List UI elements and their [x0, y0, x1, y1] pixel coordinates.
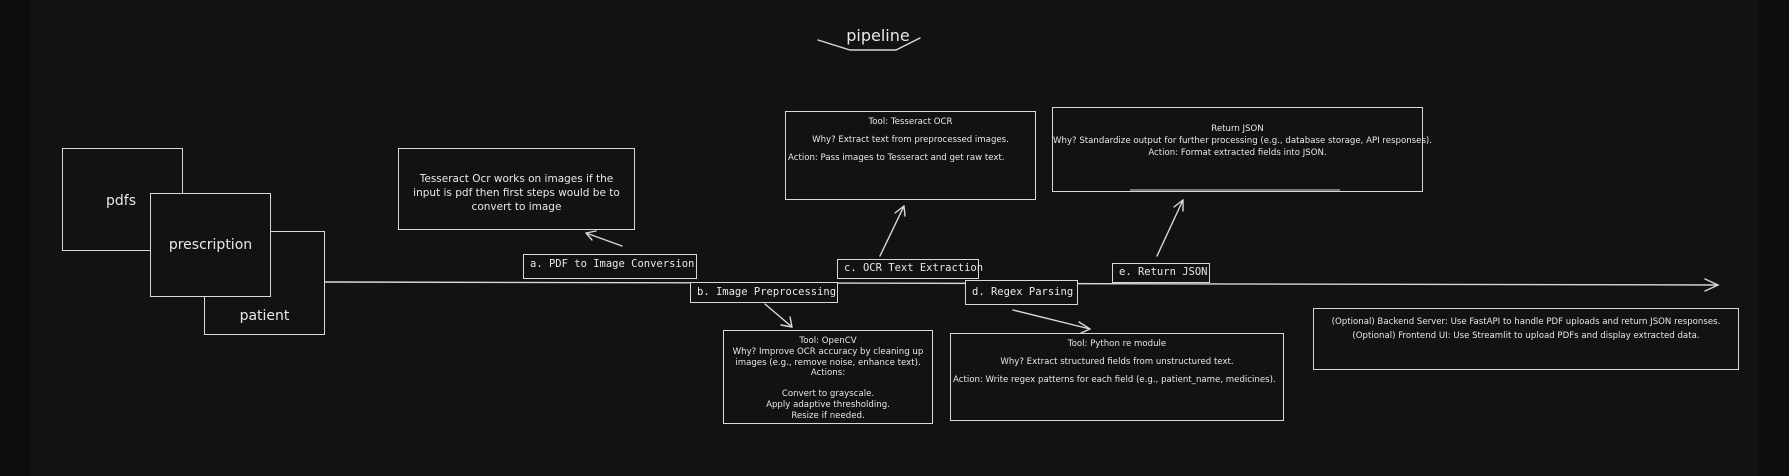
note-regex — [950, 333, 1284, 421]
note-regex-tool: Tool: Python re module — [1067, 339, 1167, 349]
arrow-to-opencv — [765, 304, 792, 327]
note-json-title: Return JSON — [1211, 124, 1264, 134]
step-d-regex-parsing — [965, 280, 1078, 305]
note-opencv — [723, 330, 933, 424]
arrow-to-ocr — [880, 206, 904, 256]
step-d-label: d. Regex Parsing — [972, 286, 1074, 298]
note-tesseract-hint — [398, 148, 635, 230]
step-b-image-preprocessing — [690, 282, 838, 303]
note-opencv-action-3: Resize if needed. — [791, 410, 865, 421]
note-ocr — [785, 111, 1036, 200]
diagram-title: pipeline — [846, 26, 910, 45]
step-c-ocr-extraction — [837, 259, 984, 279]
note-ocr-tool: Tool: Tesseract OCR — [868, 117, 953, 127]
note-json-why: Why? Standardize output for further processing (e.g., database storage, API responses). — [1053, 136, 1433, 146]
step-e-return-json — [1112, 263, 1210, 283]
step-c-label: c. OCR Text Extraction — [844, 262, 984, 274]
step-a-pdf-to-image — [523, 254, 697, 279]
step-b-label: b. Image Preprocessing — [697, 286, 837, 298]
note-optional — [1313, 308, 1739, 370]
note-opencv-actions-label: Actions: — [810, 368, 846, 379]
note-regex-why: Why? Extract structured fields from unstructured text. — [1000, 357, 1234, 367]
note-opencv-action-2: Apply adaptive thresholding. — [766, 399, 890, 410]
note-regex-action: Action: Write regex patterns for each field (e.g., patient_name, medicines). — [953, 375, 1276, 385]
input-prescription-label: prescription — [168, 237, 253, 253]
input-prescription — [150, 193, 271, 297]
note-optional-backend: (Optional) Backend Server: Use FastAPI to handle PDF uploads and return JSON responses. — [1331, 317, 1721, 327]
step-e-label: e. Return JSON — [1119, 266, 1208, 278]
input-pdfs-label: pdfs — [106, 193, 136, 209]
note-optional-frontend: (Optional) Frontend UI: Use Streamlit to upload PDFs and display extracted data. — [1352, 331, 1700, 341]
arrow-to-regex — [1013, 310, 1090, 329]
note-json-action: Action: Format extracted fields into JSON. — [1148, 148, 1327, 158]
note-ocr-action: Action: Pass images to Tesseract and get raw text. — [788, 153, 1005, 163]
input-patient-label: patient — [239, 308, 290, 324]
arrow-to-json — [1157, 200, 1183, 256]
note-tesseract-hint-text: Tesseract Ocr works on images if the input is pdf then first steps would be to convert to image — [413, 173, 620, 213]
note-opencv-why-1: Why? Improve OCR accuracy by cleaning up — [732, 346, 924, 357]
note-json — [1052, 107, 1433, 192]
note-opencv-action-1: Convert to grayscale. — [781, 389, 875, 400]
note-opencv-why-2: images (e.g., remove noise, enhance text). — [735, 357, 921, 368]
note-ocr-why: Why? Extract text from preprocessed images. — [812, 135, 1009, 145]
note-opencv-tool: Tool: OpenCV — [799, 336, 857, 346]
step-a-label: a. PDF to Image Conversion — [530, 258, 695, 270]
